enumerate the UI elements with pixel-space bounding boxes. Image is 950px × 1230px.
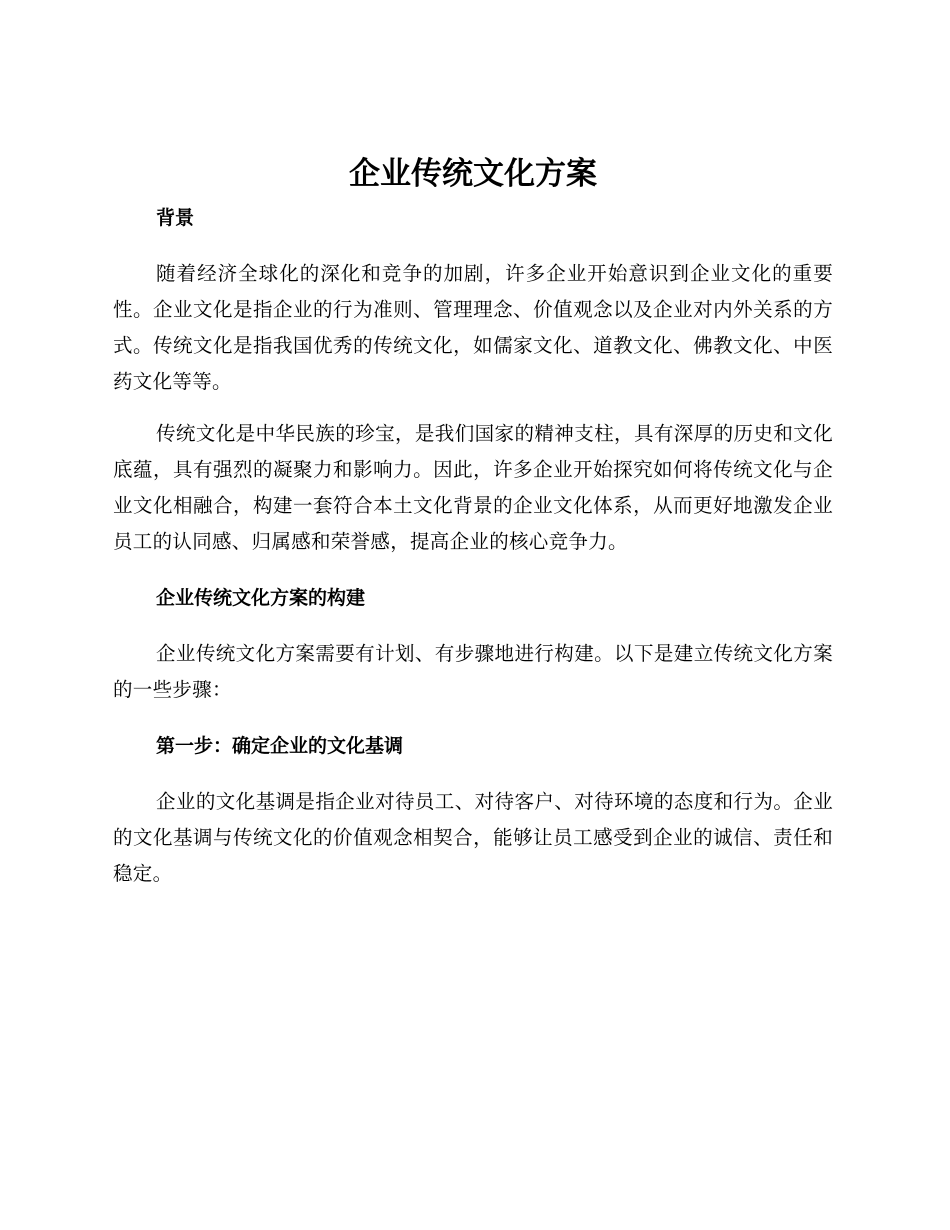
paragraph-background-1: 随着经济全球化的深化和竞争的加剧，许多企业开始意识到企业文化的重要性。企业文化是指企业的行为准则、管理理念、价值观念以及企业对内外关系的方式。传统文化是指我国优秀的传统文化，如儒家文化、道教文化、佛教文化、中医药文化等等。 <box>113 262 833 393</box>
document-title: 企业传统文化方案 <box>349 156 597 192</box>
section-heading-background: 背景 <box>156 207 195 229</box>
paragraph-construction-1: 企业传统文化方案需要有计划、有步骤地进行构建。以下是建立传统文化方案的一些步骤： <box>113 642 833 701</box>
section-heading-construction: 企业传统文化方案的构建 <box>156 587 366 609</box>
paragraph-background-2: 传统文化是中华民族的珍宝，是我们国家的精神支柱，具有深厚的历史和文化底蕴，具有强烈的凝聚力和影响力。因此，许多企业开始探究如何将传统文化与企业文化相融合，构建一套符合本土文化背景的企业文化体系，从而更好地激发企业员工的认同感、归属感和荣誉感，提高企业的核心竞争力。 <box>113 422 833 553</box>
document-body <box>113 148 833 892</box>
paragraph-step-one-1: 企业的文化基调是指企业对待员工、对待客户、对待环境的态度和行为。企业的文化基调与传统文化的价值观念相契合，能够让员工感受到企业的诚信、责任和稳定。 <box>113 790 833 885</box>
section-heading-step-one: 第一步：确定企业的文化基调 <box>156 735 404 757</box>
